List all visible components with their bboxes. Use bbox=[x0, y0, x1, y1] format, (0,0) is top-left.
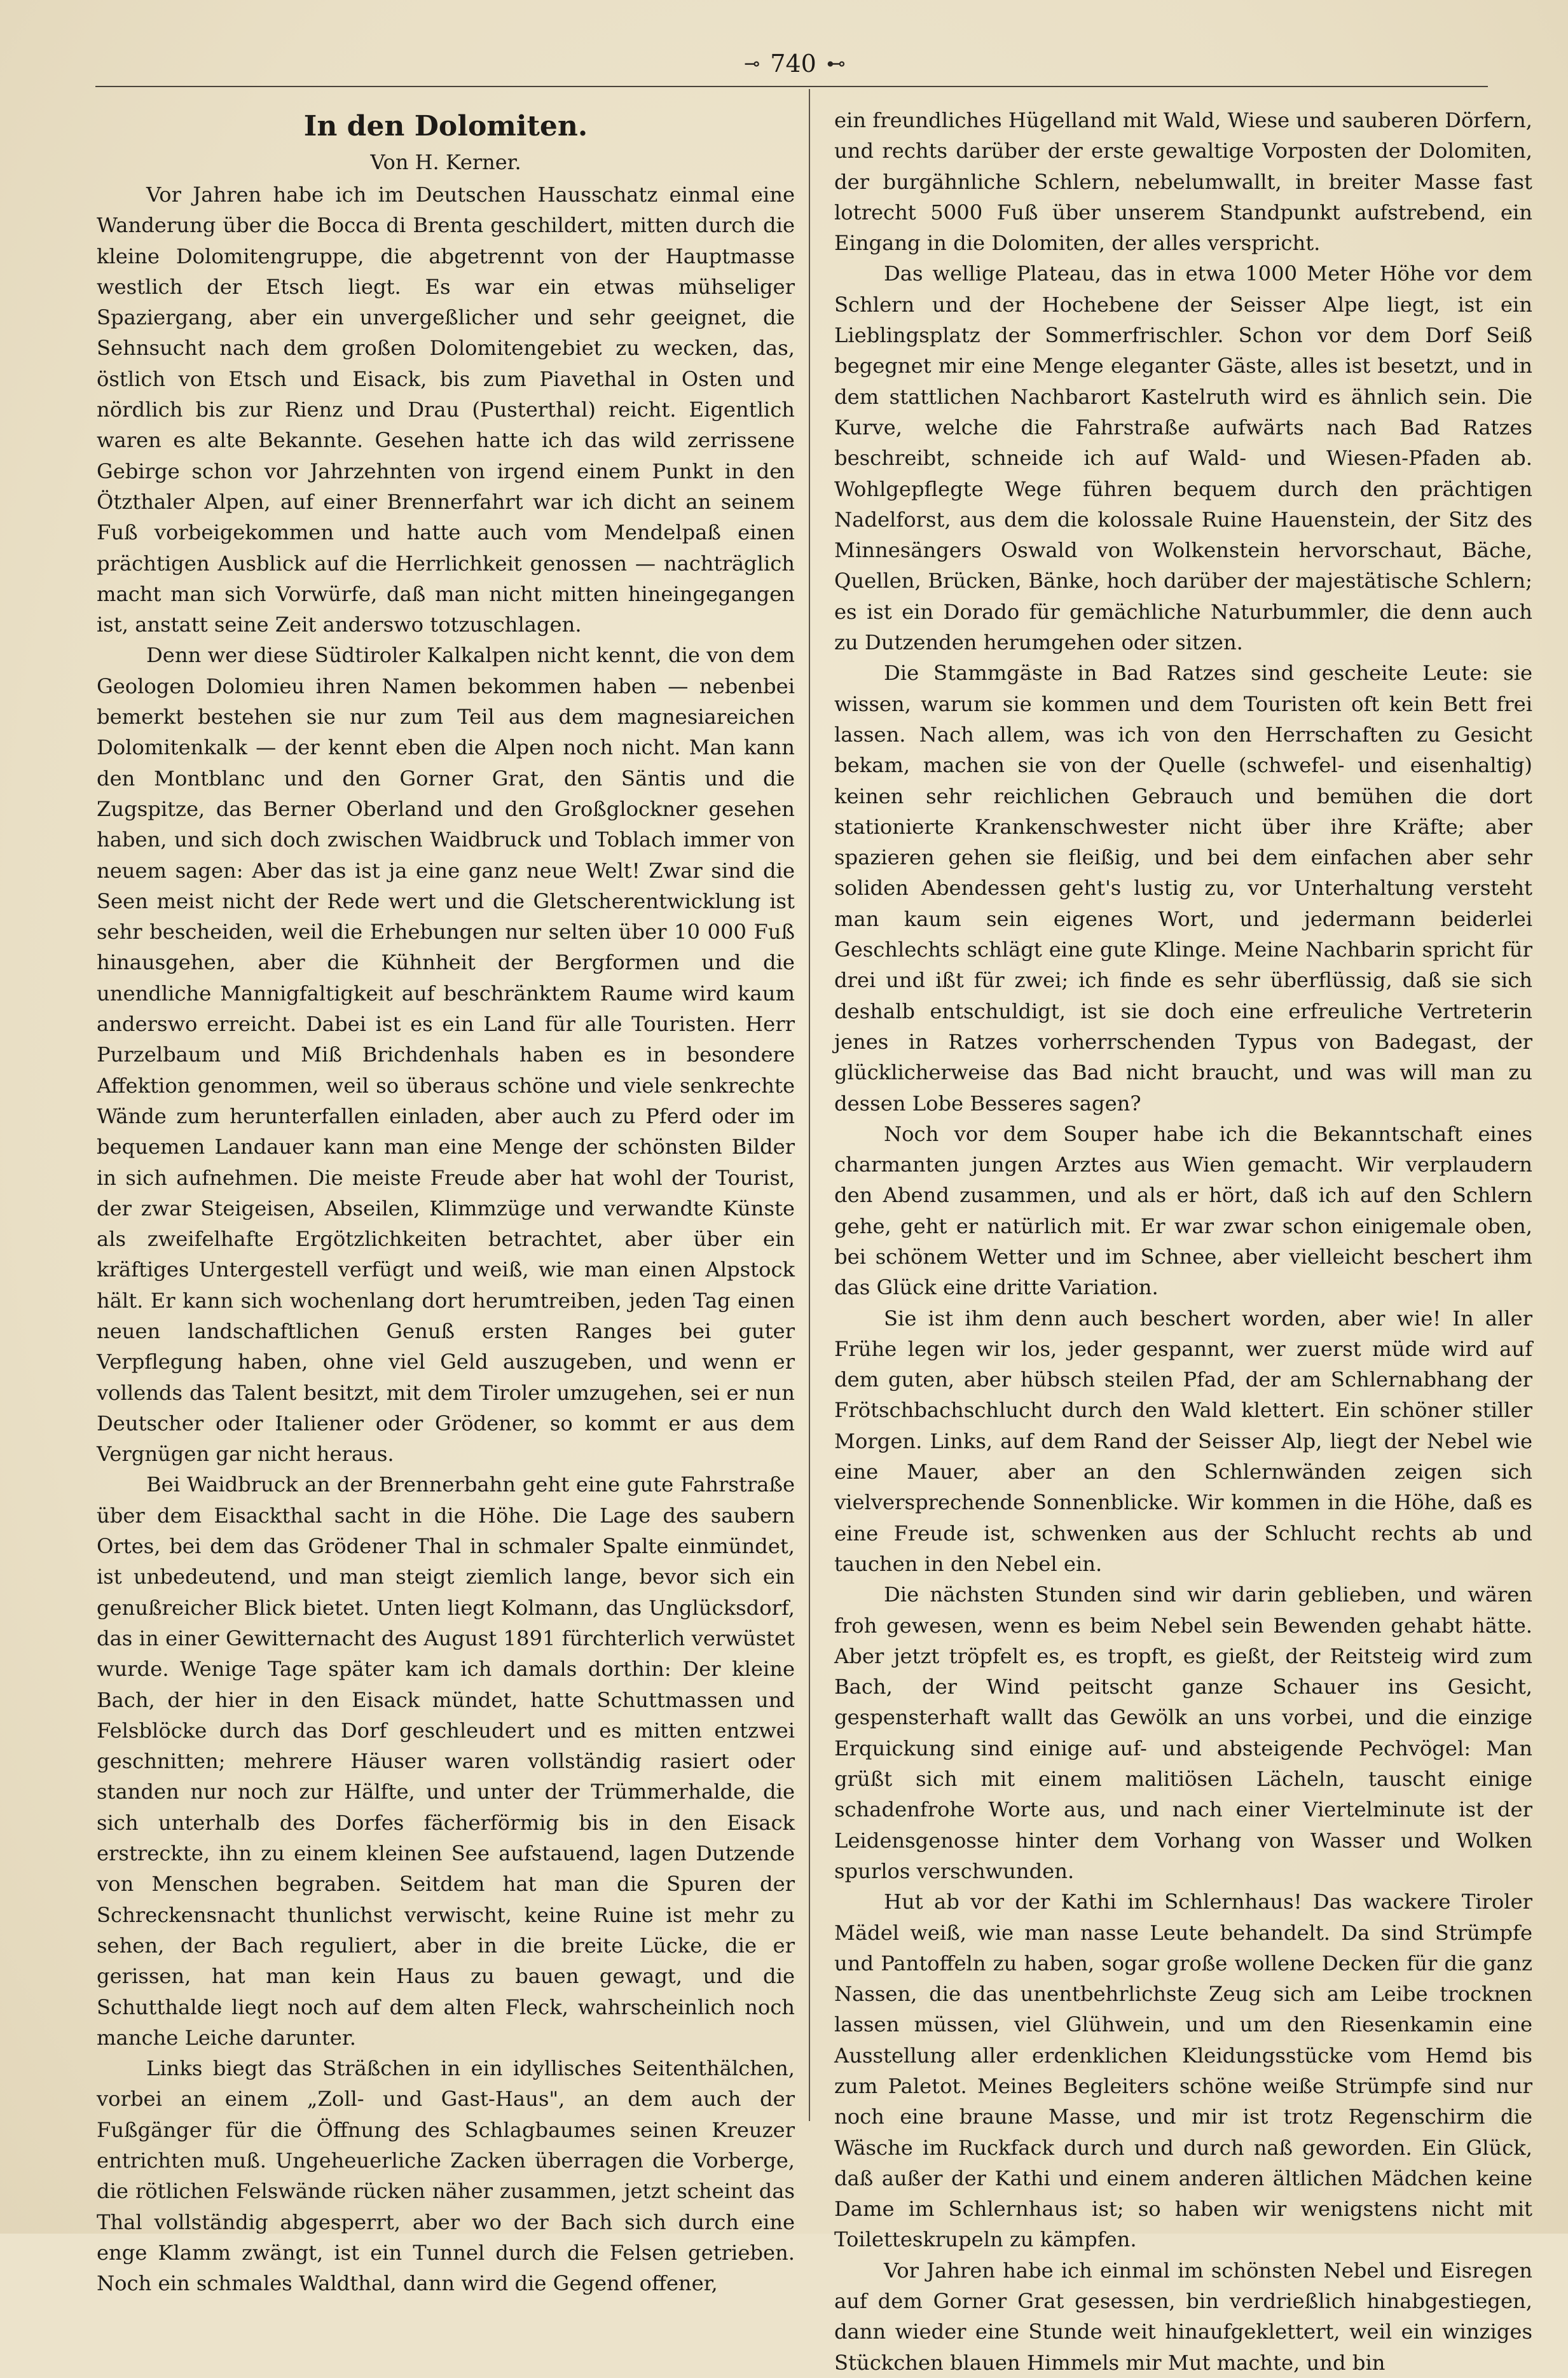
page-number: 740 bbox=[770, 50, 816, 78]
column-divider bbox=[809, 89, 810, 2121]
ornament-right-icon: ⊷ bbox=[826, 52, 846, 75]
paragraph: Vor Jahren habe ich einmal im schönsten Nebel und Eisregen auf dem Gorner Grat gesessen, bin verdrießlich hinabgestiegen, dann wieder eine Stunde weit hinaufgeklettert, weil ein winziges Stückchen blauen Himmels mir Mut machte, und bin bbox=[834, 2258, 1532, 2375]
page-header bbox=[636, 45, 954, 83]
paragraph: Hut ab vor der Kathi im Schlernhaus! Das wackere Tiroler Mädel weiß, wie man nasse Leute behandelt. Da sind Strümpfe und Pantoffeln zu haben, sogar große wollene Decken für die ganz Nassen, die das unentbehrlichste Zeug sich am Leibe trocknen lassen müssen, viel Glühwein, und um den Riesenkamin eine Ausstellung aller erdenklichen Kleidungsstücke vom Hemd bis zum Paletot. Meines Begleiters schöne weiße Strümpfe sind nur noch eine braune Masse, und mir ist trotz Regenschirm die Wäsche im Ruckfack durch und durch naß geworden. Ein Glück, daß außer der Kathi und einem anderen ältlichen Mädchen keine Dame im Schlernhaus ist; so haben wir wenigstens nicht mit Toiletteskrupeln zu kämpfen. bbox=[834, 1890, 1532, 2252]
article-byline: Von H. Kerner. bbox=[370, 150, 521, 174]
left-column bbox=[97, 108, 795, 2296]
header-rule bbox=[95, 86, 1488, 87]
paragraph: Bei Waidbruck an der Brennerbahn geht eine gute Fahrstraße über dem Eisackthal sacht in die Höhe. Die Lage des saubern Ortes, bei dem das Grödener Thal in schmaler Spalte einmündet, ist unbedeutend, und man steigt ziemlich lange, bevor sich ein genußreicher Blick bietet. Unten liegt Kolmann, das Unglücksdorf, das in einer Gewitternacht des August 1891 fürchterlich verwüstet wurde. Wenige Tage später kam ich damals dorthin: Der kleine Bach, der hier in den Eisack mündet, hatte Schuttmassen und Felsblöcke durch das Dorf geschleudert und es mitten entzwei geschnitten; mehrere Häuser waren vollständig rasiert oder standen nur noch zur Hälfte, und unter der Trümmerhalde, die sich unterhalb des Dorfes fächerförmig bis in den Eisack erstreckte, ihn zu einem kleinen See aufstauend, lagen Dutzende von Menschen begraben. Seitdem hat man die Spuren der Schreckensnacht thunlichst verwischt, keine Ruine ist mehr zu sehen, der Bach reguliert, aber in die breite Lücke, die er gerissen, hat man kein Haus zu bauen gewagt, und die Schutthalde liegt noch auf dem alten Fleck, wahrscheinlich noch manche Leiche darunter. bbox=[97, 1472, 795, 2050]
paragraph: Links biegt das Sträßchen in ein idyllisches Seitenthälchen, vorbei an einem „Zoll- und Gast-Haus", an dem auch der Fußgänger für die Öffnung des Schlagbaumes seinen Kreuzer entrichten muß. Ungeheuerliche Zacken überragen die Vorberge, die rötlichen Felswände rücken näher zusammen, jetzt scheint das Thal vollständig abgesperrt, aber wo der Bach sich durch eine enge Klamm zwängt, ist ein Tunnel durch die Felsen getrieben. Noch ein schmales Waldthal, dann wird die Gegend offener, bbox=[97, 2056, 795, 2296]
paragraph: Das wellige Plateau, das in etwa 1000 Meter Höhe vor dem Schlern und der Hochebene der Seisser Alpe liegt, ist ein Lieblingsplatz der Sommerfrischler. Schon vor dem Dorf Seiß begegnet mir eine Menge eleganter Gäste, alles ist besetzt, und in dem stattlichen Nachbarort Kastelruth wird es ähnlich sein. Die Kurve, welche die Fahrstraße aufwärts nach Bad Ratzes beschreibt, schneide ich auf Wald- und Wiesen-Pfaden ab. Wohlgepflegte Wege führen bequem durch den prächtigen Nadelforst, aus dem die kolossale Ruine Hauenstein, der Sitz des Minnesängers Oswald von Wolkenstein hervorschaut, Bäche, Quellen, Brücken, Bänke, hoch darüber der majestätische Schlern; es ist ein Dorado für gemächliche Naturbummler, die denn auch zu Dutzenden herumgehen oder sitzen. bbox=[834, 261, 1532, 655]
right-column bbox=[834, 105, 1532, 2375]
paragraph: Die Stammgäste in Bad Ratzes sind gescheite Leute: sie wissen, warum sie kommen und dem Touristen oft kein Bett frei lassen. Nach allem, was ich von den Herrschaften zu Gesicht bekam, machen sie von der Quelle (schwefel- und eisenhaltig) keinen sehr reichlichen Gebrauch und bemühen die dort stationierte Krankenschwester nicht über ihre Kräfte; aber spazieren gehen sie fleißig, und bei dem einfachen aber sehr soliden Abendessen geht's lustig zu, vor Unterhaltung versteht man kaum sein eigenes Wort, und jedermann beiderlei Geschlechts schlägt eine gute Klinge. Meine Nachbarin spricht für drei und ißt für zwei; ich finde es sehr überflüssig, daß sie sich deshalb entschuldigt, ist sie doch eine erfreuliche Vertreterin jenes in Ratzes vorherrschenden Typus von Badegast, der glücklicherweise das Bad nicht braucht, und was will man zu dessen Lobe Besseres sagen? bbox=[834, 661, 1532, 1116]
article-title: In den Dolomiten. bbox=[303, 110, 588, 142]
paragraph: Sie ist ihm denn auch beschert worden, aber wie! In aller Frühe legen wir los, jeder gespannt, wer zuerst müde wird auf dem guten, aber hübsch steilen Pfad, der am Schlernabhang der Frötschbachschlucht durch den Wald klettert. Ein schöner stiller Morgen. Links, auf dem Rand der Seisser Alp, liegt der Nebel wie eine Mauer, aber an den Schlernwänden zeigen sich vielversprechende Sonnenblicke. Wir kommen in die Höhe, daß es eine Freude ist, schwenken aus der Schlucht rechts ab und tauchen in den Nebel ein. bbox=[834, 1306, 1532, 1576]
paragraph: ein freundliches Hügelland mit Wald, Wiese und sauberen Dörfern, und rechts darüber der erste gewaltige Vorposten der Dolomiten, der burgähnliche Schlern, nebelumwallt, in breiter Masse fast lotrecht 5000 Fuß über unserem Standpunkt aufstrebend, ein Eingang in die Dolomiten, der alles verspricht. bbox=[834, 108, 1532, 256]
paragraph: Vor Jahren habe ich im Deutschen Hausschatz einmal eine Wanderung über die Bocca di Brenta geschildert, mitten durch die kleine Dolomitengruppe, die abgetrennt von der Hauptmasse westlich der Etsch liegt. Es war ein etwas mühseliger Spaziergang, aber ein unvergeßlicher und sehr geeignet, die Sehnsucht nach dem großen Dolomitengebiet zu wecken, das, östlich von Etsch und Eisack, bis zum Piavethal in Osten und nördlich bis zur Rienz und Drau (Pusterthal) reicht. Eigentlich waren es alte Bekannte. Gesehen hatte ich das wild zerrissene Gebirge schon vor Jahrzehnten von irgend einem Punkt in den Ötzthaler Alpen, auf einer Brennerfahrt war ich dicht an seinem Fuß vorbeigekommen und hatte auch vom Mendelpaß einen prächtigen Ausblick auf die Herrlichkeit genossen — nachträglich macht man sich Vorwürfe, daß man nicht mitten hineingegangen ist, anstatt seine Zeit anderswo totzuschlagen. bbox=[97, 183, 795, 637]
paragraph: Die nächsten Stunden sind wir darin geblieben, und wären froh gewesen, wenn es beim Nebel sein Bewenden gehabt hätte. Aber jetzt tröpfelt es, es tropft, es gießt, der Reitsteig wird zum Bach, der Wind peitscht ganze Schauer ins Gesicht, gespensterhaft wallt das Gewölk an uns vorbei, und die einzige Erquickung sind einige auf- und absteigende Pechvögel: Man grüßt sich mit einem malitiösen Lächeln, tauscht einige schadenfrohe Worte aus, und nach einer Viertelminute ist der Leidensgenosse hinter dem Vorhang von Wasser und Wolken spurlos verschwunden. bbox=[834, 1582, 1532, 1883]
ornament-left-icon: ⊸ bbox=[744, 52, 760, 75]
paragraph: Noch vor dem Souper habe ich die Bekanntschaft eines charmanten jungen Arztes aus Wien gemacht. Wir verplaudern den Abend zusammen, und als er hört, daß ich auf den Schlern gehe, geht er natürlich mit. Er war zwar schon einigemale oben, bei schönem Wetter und im Schnee, aber vielleicht beschert ihm das Glück eine dritte Variation. bbox=[834, 1121, 1532, 1300]
paragraph: Denn wer diese Südtiroler Kalkalpen nicht kennt, die von dem Geologen Dolomieu ihren Namen bekommen haben — nebenbei bemerkt bestehen sie nur zum Teil aus dem magnesiareichen Dolomitenkalk — der kennt eben die Alpen noch nicht. Man kann den Montblanc und den Gorner Grat, den Säntis und die Zugspitze, das Berner Oberland und den Großglockner gesehen haben, und sich doch zwischen Waidbruck und Toblach immer von neuem sagen: Aber das ist ja eine ganz neue Welt! Zwar sind die Seen meist nicht der Rede wert und die Gletscherentwicklung ist sehr bescheiden, weil die Erhebungen nur selten über 10 000 Fuß hinausgehen, aber die Kühnheit der Bergformen und die unendliche Mannigfaltigkeit auf beschränktem Raume wird kaum anderswo erreicht. Dabei ist es ein Land für alle Touristen. Herr Purzelbaum und Miß Brichdenhals haben es in besondere Affektion genommen, weil so überaus schöne und viele senkrechte Wände zum herunterfallen einladen, aber auch zu Pferd oder im bequemen Landauer kann man eine Menge der schönsten Bilder in sich aufnehmen. Die meiste Freude aber hat wohl der Tourist, der zwar Steigeisen, Abseilen, Klimmzüge und verwandte Künste als zweifelhafte Ergötzlichkeiten betrachtet, aber über ein kräftiges Untergestell verfügt und weiß, wie man einen Alpstock hält. Er kann sich wochenlang dort herumtreiben, jeden Tag einen neuen landschaftlichen Genuß ersten Ranges bei guter Verpflegung haben, ohne viel Geld auszugeben, und wenn er vollends das Talent besitzt, mit dem Tiroler umzugehen, sei er nun Deutscher oder Italiener oder Grödener, so kommt er aus dem Vergnügen gar nicht heraus. bbox=[97, 643, 795, 1467]
